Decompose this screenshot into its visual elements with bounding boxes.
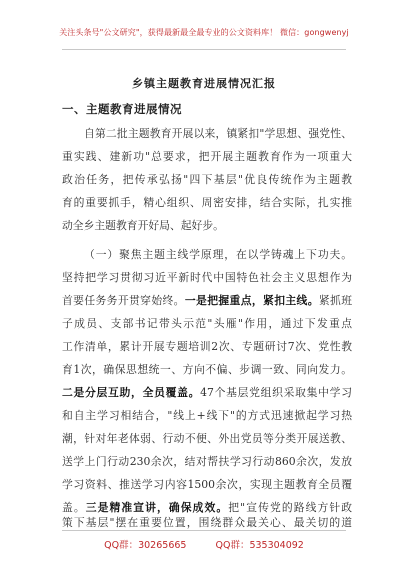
paragraph-1-line: 自第二批主题教育开展以来，镇紧扣"学思想、强党性、: [84, 127, 352, 140]
paragraph-2-line: 坚持把学习贯彻习近平新时代中国特色社会主义思想作为: [62, 271, 352, 284]
header-notice: 关注头条号"公文研究"，获得最新最全最专业的公文资料库！ 微信：gongwenyj: [59, 28, 349, 37]
paragraph-2-line: [62, 501, 352, 515]
paragraph-2-line: 潮，针对年老体弱、行动不便、外出党员等分类开展送教、: [62, 432, 352, 445]
paragraph-2-line: 学习资料、推送学习内容1500余次，实现主题教育全员覆: [62, 478, 352, 491]
body-text: 把"宣传党的路线方针政: [228, 501, 353, 514]
bold-point-3: 三是精准宣讲，确保成效。: [85, 501, 229, 514]
body-text: 盖。: [62, 501, 86, 514]
paragraph-2-line: 子成员、支部书记带头示范"头雁"作用，通过下发重点: [62, 317, 352, 330]
paragraph-2-line: 送学上门行动230余次，结对帮扶学习行动860余次，发放: [62, 455, 352, 468]
section-heading: 一、主题教育进展情况: [62, 102, 182, 116]
qq-group-1: QQ群：30265665: [104, 540, 187, 551]
paragraph-2-line: 工作清单，累计开展专题培训2次、专题研讨7次、党性教: [62, 340, 352, 353]
paragraph-2-line: [62, 294, 352, 308]
paragraph-1-line: 重实践、建新功"总要求，把开展主题教育作为一项重大: [62, 150, 352, 163]
bold-point-1: 一是把握重点，紧扣主线。: [184, 294, 319, 307]
qq-group-2: QQ群：535304092: [215, 540, 304, 551]
bold-point-2: 二是分层互助，全员覆盖。: [62, 386, 201, 399]
footer-contact: [0, 537, 408, 551]
body-text: 首要任务务开贯穿始终。: [62, 294, 185, 307]
paragraph-2-line: （一）聚焦主题主线学原理，在以学铸魂上下功夫。: [84, 248, 352, 261]
paragraph-1-line: 动全乡主题教育开好局、起好步。: [62, 219, 224, 232]
paragraph-1-line: 政治任务，把传承弘扬"四下基层"优良传统作为主题教: [62, 173, 352, 186]
paragraph-2-line: 育1次，确保思想统一、方向不偏、步调一致、同向发力。: [62, 363, 352, 376]
body-text: 紧抓班: [318, 294, 353, 307]
paragraph-2-line: 和自主学习相结合，"线上+线下"的方式迅速掀起学习热: [62, 409, 352, 422]
paragraph-1-line: 育的重要抓手，精心组织、周密安排，结合实际，扎实推: [62, 196, 352, 209]
header-divider: [62, 49, 346, 50]
document-title: 乡镇主题教育进展情况汇报: [132, 77, 276, 90]
paragraph-2-line: [62, 386, 352, 400]
body-text: 47个基层党组织采取集中学习: [200, 386, 352, 399]
footer-divider: [62, 530, 346, 531]
paragraph-2-line: 策下基层"摆在重要位置，围绕群众最关心、最关切的道: [62, 516, 352, 529]
